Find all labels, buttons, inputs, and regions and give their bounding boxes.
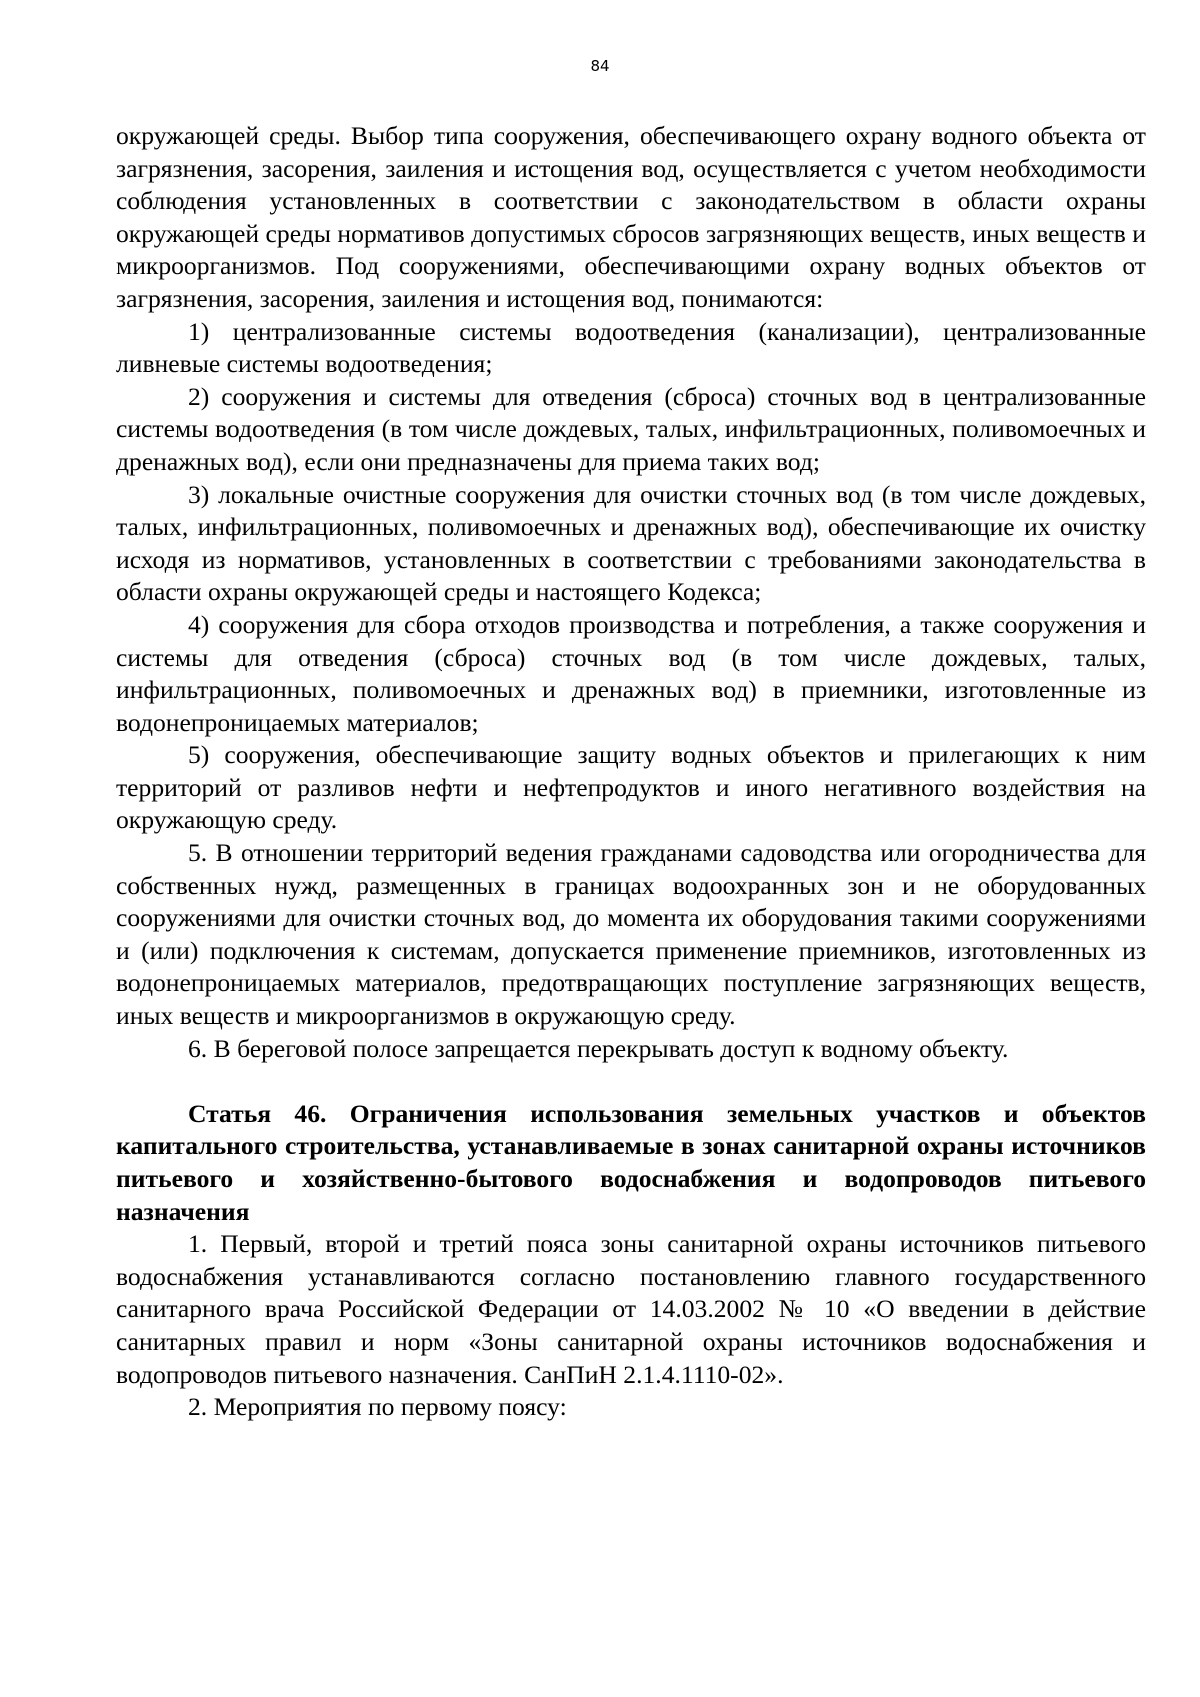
paragraph-item-3: 3) локальные очистные сооружения для очистки сточных вод (в том числе дождевых, талых, инфильтрационных, поливомоечных и дренажных вод), обеспечивающие их очистку исходя из нормативов, установленных в соответствии с требованиями законодательства в области охраны окружающей среды и настоящего Кодекса; — [116, 479, 1146, 607]
document-body — [116, 120, 1146, 1424]
paragraph-continuation: окружающей среды. Выбор типа сооружения, обеспечивающего охрану водного объекта от загрязнения, засорения, заиления и истощения вод, осуществляется с учетом необходимости соблюдения установленных в соответствии с законодательством в области охраны окружающей среды нормативов допустимых сбросов загрязняющих веществ, иных веществ и микроорганизмов. Под сооружениями, обеспечивающими охрану водных объектов от загрязнения, засорения, заиления и истощения вод, понимаются: — [116, 121, 1146, 313]
paragraph-item-5: 5) сооружения, обеспечивающие защиту водных объектов и прилегающих к ним территорий от разливов нефти и нефтепродуктов и иного негативного воздействия на окружающую среду. — [116, 740, 1146, 835]
paragraph-point-6: 6. В береговой полосе запрещается перекрывать доступ к водному объекту. — [188, 1033, 1009, 1063]
article-heading: Статья 46. Ограничения использования земельных участков и объектов капитального строительства, устанавливаемые в зонах санитарной охраны источников питьевого и хозяйственно-бытового водоснабжения и водопроводов питьевого назначения — [116, 1098, 1146, 1226]
paragraph-item-4: 4) сооружения для сбора отходов производства и потребления, а также сооружения и системы для отведения (сброса) сточных вод (в том числе дождевых, талых, инфильтрационных, поливомоечных и дренажных вод) в приемники, изготовленные из водонепроницаемых материалов; — [116, 609, 1146, 737]
paragraph-item-2: 2) сооружения и системы для отведения (сброса) сточных вод в централизованные системы водоотведения (в том числе дождевых, талых, инфильтрационных, поливомоечных и дренажных вод), если они предназначены для приема таких вод; — [116, 381, 1146, 476]
paragraph-item-1: 1) централизованные системы водоотведения (канализации), централизованные ливневые системы водоотведения; — [116, 316, 1146, 379]
article-paragraph-2: 2. Мероприятия по первому поясу: — [188, 1392, 567, 1422]
page-number: 84 — [590, 57, 610, 75]
article-paragraph-1: 1. Первый, второй и третий пояса зоны санитарной охраны источников питьевого водоснабжения устанавливаются согласно постановлению главного государственного санитарного врача Российской Федерации от 14.03.2002 № 10 «О введении в действие санитарных правил и норм «Зоны санитарной охраны источников водоснабжения и водопроводов питьевого назначения. СанПиН 2.1.4.1110-02». — [116, 1229, 1146, 1389]
paragraph-point-5: 5. В отношении территорий ведения гражданами садоводства или огородничества для собственных нужд, размещенных в границах водоохранных зон и не оборудованных сооружениями для очистки сточных вод, до момента их оборудования такими сооружениями и (или) подключения к системам, допускается применение приемников, изготовленных из водонепроницаемых материалов, предотвращающих поступление загрязняющих веществ, иных веществ и микроорганизмов в окружающую среду. — [116, 838, 1146, 1031]
